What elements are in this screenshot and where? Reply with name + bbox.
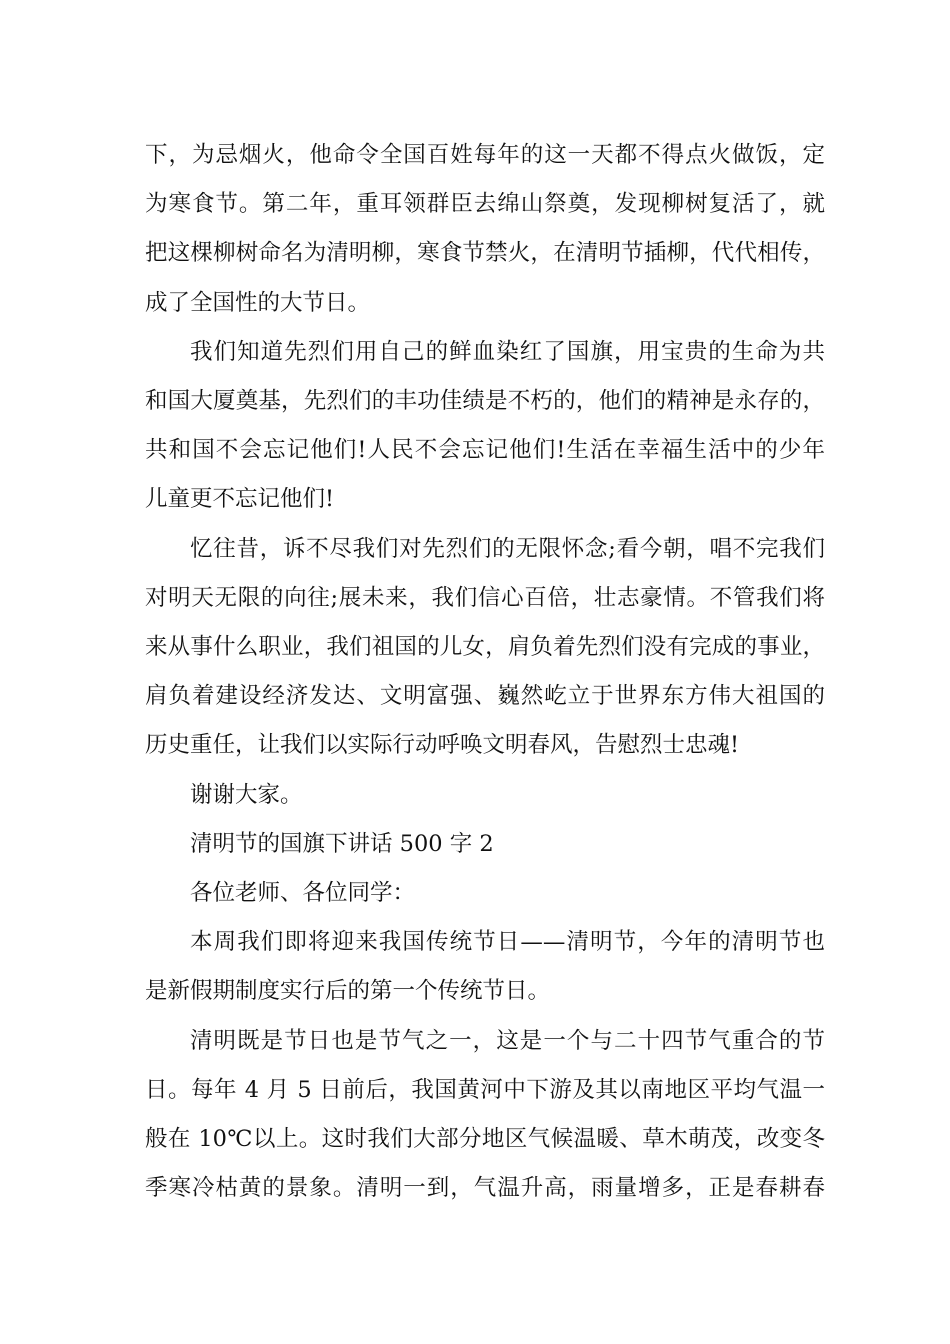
text-line: 历史重任，让我们以实际行动呼唤文明春风，告慰烈士忠魂! bbox=[145, 732, 740, 759]
text-line: 来从事什么职业，我们祖国的儿女，肩负着先烈们没有完成的事业， bbox=[145, 634, 825, 661]
text-line: 各位老师、各位同学： bbox=[190, 880, 416, 907]
text-line: 成了全国性的大节日。 bbox=[145, 289, 371, 316]
paragraph-2 bbox=[145, 328, 825, 525]
text-line: 肩负着建设经济发达、文明富强、巍然屹立于世界东方伟大祖国的 bbox=[145, 683, 825, 710]
paragraph-thanks bbox=[145, 771, 825, 820]
document-body bbox=[145, 131, 825, 1213]
text-line: 对明天无限的向往;展未来，我们信心百倍，壮志豪情。不管我们将 bbox=[145, 584, 825, 611]
text-line: 清明既是节日也是节气之一，这是一个与二十四节气重合的节 bbox=[190, 1027, 825, 1054]
text-line: 为寒食节。第二年，重耳领群臣去绵山祭奠，发现柳树复活了，就 bbox=[145, 191, 825, 218]
text-line: 把这棵柳树命名为清明柳，寒食节禁火，在清明节插柳，代代相传， bbox=[145, 240, 825, 267]
text-line: 般在 10℃以上。这时我们大部分地区气候温暖、草木萌茂，改变冬 bbox=[145, 1126, 825, 1153]
paragraph-5 bbox=[145, 1017, 825, 1214]
section-title bbox=[145, 820, 825, 869]
text-line: 季寒冷枯黄的景象。清明一到，气温升高，雨量增多，正是春耕春 bbox=[145, 1175, 825, 1202]
paragraph-4 bbox=[145, 918, 825, 1016]
salutation bbox=[145, 869, 825, 918]
text-line: 儿童更不忘记他们! bbox=[145, 486, 335, 513]
paragraph-3 bbox=[145, 525, 825, 771]
text-line: 本周我们即将迎来我国传统节日——清明节，今年的清明节也 bbox=[190, 929, 825, 956]
text-line: 谢谢大家。 bbox=[190, 781, 303, 808]
text-line: 是新假期制度实行后的第一个传统节日。 bbox=[145, 978, 551, 1005]
text-line: 忆往昔，诉不尽我们对先烈们的无限怀念;看今朝，唱不完我们 bbox=[190, 535, 825, 562]
paragraph-1 bbox=[145, 131, 825, 328]
text-line: 共和国不会忘记他们!人民不会忘记他们!生活在幸福生活中的少年 bbox=[145, 437, 825, 464]
text-line: 下，为忌烟火，他命令全国百姓每年的这一天都不得点火做饭，定 bbox=[145, 142, 825, 168]
text-line: 和国大厦奠基，先烈们的丰功佳绩是不朽的，他们的精神是永存的， bbox=[145, 388, 825, 415]
text-line: 清明节的国旗下讲话 500 字 2 bbox=[190, 830, 494, 857]
text-line: 日。每年 4 月 5 日前后，我国黄河中下游及其以南地区平均气温一 bbox=[145, 1076, 825, 1103]
text-line: 我们知道先烈们用自己的鲜血染红了国旗，用宝贵的生命为共 bbox=[190, 338, 825, 365]
